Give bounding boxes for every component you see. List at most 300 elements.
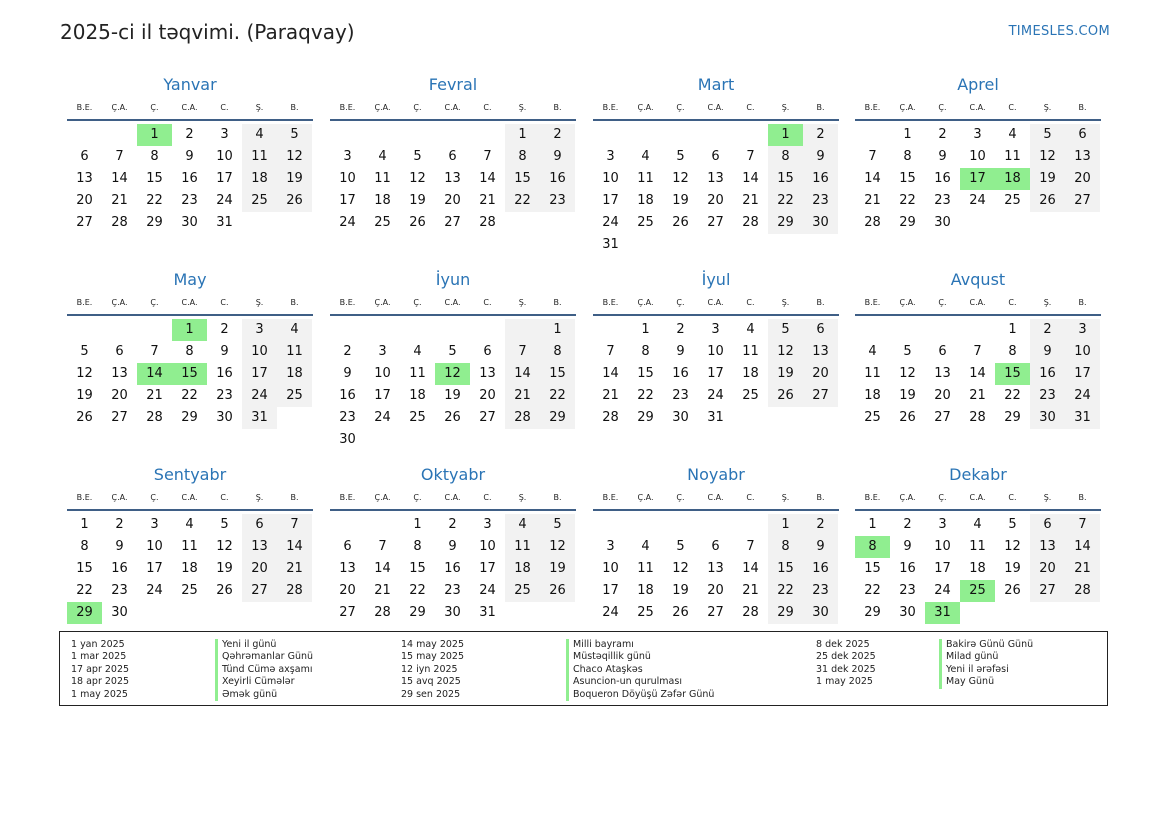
day-cell[interactable]: 25 — [409, 410, 426, 425]
day-cell[interactable]: 14 — [742, 561, 759, 576]
day-cell[interactable]: 11 — [242, 146, 277, 168]
day-cell[interactable]: 1 — [540, 319, 575, 341]
day-cell[interactable]: 28 — [111, 215, 128, 230]
day-cell[interactable]: 11 — [181, 539, 198, 554]
day-cell[interactable]: 16 — [216, 366, 233, 381]
day-cell[interactable]: 22 — [505, 190, 540, 212]
day-cell[interactable]: 5 — [1008, 517, 1017, 532]
day-cell[interactable]: 17 — [374, 388, 391, 403]
day-cell[interactable]: 13 — [707, 171, 724, 186]
day-cell[interactable]: 15 — [768, 168, 803, 190]
day-cell[interactable]: 1 — [172, 319, 207, 341]
day-cell[interactable]: 23 — [934, 193, 951, 208]
day-cell[interactable]: 3 — [483, 517, 492, 532]
day-cell[interactable]: 28 — [864, 215, 881, 230]
day-cell[interactable]: 17 — [707, 366, 724, 381]
day-cell[interactable]: 27 — [1030, 580, 1065, 602]
day-cell[interactable]: 9 — [540, 146, 575, 168]
day-cell[interactable]: 26 — [216, 583, 233, 598]
day-cell[interactable]: 13 — [76, 171, 93, 186]
day-cell[interactable]: 15 — [637, 366, 654, 381]
day-cell[interactable]: 23 — [181, 193, 198, 208]
day-cell[interactable]: 28 — [1065, 580, 1100, 602]
day-cell[interactable]: 5 — [1030, 124, 1065, 146]
day-cell[interactable]: 30 — [899, 605, 916, 620]
day-cell[interactable]: 26 — [409, 215, 426, 230]
day-cell[interactable]: 11 — [277, 341, 312, 363]
day-cell[interactable]: 27 — [76, 215, 93, 230]
day-cell[interactable]: 24 — [602, 215, 619, 230]
day-cell[interactable]: 26 — [277, 190, 312, 212]
day-cell[interactable]: 6 — [1065, 124, 1100, 146]
day-cell[interactable]: 18 — [242, 168, 277, 190]
day-cell[interactable]: 17 — [602, 583, 619, 598]
day-cell[interactable]: 20 — [1065, 168, 1100, 190]
day-cell[interactable]: 26 — [540, 580, 575, 602]
day-cell[interactable]: 12 — [409, 171, 426, 186]
day-cell[interactable]: 24 — [242, 385, 277, 407]
day-cell[interactable]: 22 — [181, 388, 198, 403]
day-cell[interactable]: 21 — [111, 193, 128, 208]
day-cell[interactable]: 17 — [934, 561, 951, 576]
day-cell[interactable]: 8 — [855, 536, 890, 558]
day-cell[interactable]: 1 — [768, 124, 803, 146]
day-cell[interactable]: 9 — [803, 146, 838, 168]
day-cell[interactable]: 1 — [80, 517, 89, 532]
day-cell[interactable]: 16 — [672, 366, 689, 381]
day-cell[interactable]: 5 — [277, 124, 312, 146]
day-cell[interactable]: 18 — [995, 168, 1030, 190]
day-cell[interactable]: 11 — [637, 171, 654, 186]
day-cell[interactable]: 20 — [707, 583, 724, 598]
day-cell[interactable]: 21 — [1065, 558, 1100, 580]
day-cell[interactable]: 18 — [374, 193, 391, 208]
day-cell[interactable]: 9 — [676, 344, 685, 359]
day-cell[interactable]: 18 — [637, 193, 654, 208]
day-cell[interactable]: 6 — [711, 149, 720, 164]
day-cell[interactable]: 2 — [185, 127, 194, 142]
day-cell[interactable]: 24 — [339, 215, 356, 230]
day-cell[interactable]: 24 — [1065, 385, 1100, 407]
day-cell[interactable]: 22 — [146, 193, 163, 208]
day-cell[interactable]: 3 — [378, 344, 387, 359]
day-cell[interactable]: 28 — [505, 407, 540, 429]
day-cell[interactable]: 26 — [444, 410, 461, 425]
day-cell[interactable]: 29 — [540, 407, 575, 429]
day-cell[interactable]: 8 — [903, 149, 912, 164]
day-cell[interactable]: 28 — [479, 215, 496, 230]
day-cell[interactable]: 3 — [938, 517, 947, 532]
day-cell[interactable]: 21 — [505, 385, 540, 407]
day-cell[interactable]: 30 — [444, 605, 461, 620]
day-cell[interactable]: 16 — [803, 558, 838, 580]
day-cell[interactable]: 19 — [1030, 168, 1065, 190]
day-cell[interactable]: 22 — [409, 583, 426, 598]
day-cell[interactable]: 10 — [479, 539, 496, 554]
day-cell[interactable]: 15 — [995, 363, 1030, 385]
day-cell[interactable]: 2 — [115, 517, 124, 532]
day-cell[interactable]: 2 — [540, 124, 575, 146]
day-cell[interactable]: 21 — [864, 193, 881, 208]
day-cell[interactable]: 2 — [220, 322, 229, 337]
day-cell[interactable]: 26 — [672, 605, 689, 620]
day-cell[interactable]: 25 — [637, 215, 654, 230]
day-cell[interactable]: 23 — [540, 190, 575, 212]
day-cell[interactable]: 31 — [242, 407, 277, 429]
day-cell[interactable]: 22 — [768, 190, 803, 212]
day-cell[interactable]: 3 — [220, 127, 229, 142]
day-cell[interactable]: 16 — [339, 388, 356, 403]
day-cell[interactable]: 20 — [76, 193, 93, 208]
day-cell[interactable]: 8 — [80, 539, 89, 554]
day-cell[interactable]: 3 — [606, 149, 615, 164]
day-cell[interactable]: 5 — [903, 344, 912, 359]
day-cell[interactable]: 8 — [768, 536, 803, 558]
day-cell[interactable]: 16 — [181, 171, 198, 186]
day-cell[interactable]: 12 — [216, 539, 233, 554]
day-cell[interactable]: 13 — [242, 536, 277, 558]
day-cell[interactable]: 6 — [938, 344, 947, 359]
day-cell[interactable]: 26 — [76, 410, 93, 425]
day-cell[interactable]: 12 — [435, 363, 470, 385]
day-cell[interactable]: 19 — [216, 561, 233, 576]
day-cell[interactable]: 15 — [172, 363, 207, 385]
day-cell[interactable]: 20 — [111, 388, 128, 403]
day-cell[interactable]: 23 — [672, 388, 689, 403]
day-cell[interactable]: 18 — [505, 558, 540, 580]
day-cell[interactable]: 23 — [803, 190, 838, 212]
day-cell[interactable]: 20 — [339, 583, 356, 598]
day-cell[interactable]: 18 — [409, 388, 426, 403]
day-cell[interactable]: 2 — [448, 517, 457, 532]
day-cell[interactable]: 4 — [277, 319, 312, 341]
day-cell[interactable]: 10 — [969, 149, 986, 164]
site-link[interactable]: TIMESLES.COM — [1008, 24, 1110, 39]
day-cell[interactable]: 14 — [111, 171, 128, 186]
day-cell[interactable]: 7 — [973, 344, 982, 359]
day-cell[interactable]: 22 — [864, 583, 881, 598]
day-cell[interactable]: 14 — [479, 171, 496, 186]
day-cell[interactable]: 7 — [606, 344, 615, 359]
day-cell[interactable]: 19 — [672, 583, 689, 598]
day-cell[interactable]: 31 — [216, 215, 233, 230]
day-cell[interactable]: 23 — [216, 388, 233, 403]
day-cell[interactable]: 23 — [803, 580, 838, 602]
day-cell[interactable]: 26 — [1030, 190, 1065, 212]
day-cell[interactable]: 14 — [742, 171, 759, 186]
day-cell[interactable]: 13 — [1065, 146, 1100, 168]
day-cell[interactable]: 21 — [146, 388, 163, 403]
day-cell[interactable]: 28 — [602, 410, 619, 425]
day-cell[interactable]: 25 — [181, 583, 198, 598]
day-cell[interactable]: 22 — [76, 583, 93, 598]
day-cell[interactable]: 20 — [1030, 558, 1065, 580]
day-cell[interactable]: 18 — [742, 366, 759, 381]
day-cell[interactable]: 2 — [803, 514, 838, 536]
day-cell[interactable]: 27 — [339, 605, 356, 620]
day-cell[interactable]: 10 — [602, 561, 619, 576]
day-cell[interactable]: 27 — [242, 580, 277, 602]
day-cell[interactable]: 9 — [220, 344, 229, 359]
day-cell[interactable]: 1 — [505, 124, 540, 146]
day-cell[interactable]: 13 — [479, 366, 496, 381]
day-cell[interactable]: 19 — [409, 193, 426, 208]
day-cell[interactable]: 20 — [444, 193, 461, 208]
day-cell[interactable]: 5 — [676, 149, 685, 164]
day-cell[interactable]: 29 — [409, 605, 426, 620]
day-cell[interactable]: 11 — [742, 344, 759, 359]
day-cell[interactable]: 29 — [637, 410, 654, 425]
day-cell[interactable]: 12 — [1030, 146, 1065, 168]
day-cell[interactable]: 21 — [742, 193, 759, 208]
day-cell[interactable]: 6 — [1030, 514, 1065, 536]
day-cell[interactable]: 12 — [768, 341, 803, 363]
day-cell[interactable]: 11 — [1004, 149, 1021, 164]
day-cell[interactable]: 17 — [339, 193, 356, 208]
day-cell[interactable]: 30 — [181, 215, 198, 230]
day-cell[interactable]: 4 — [242, 124, 277, 146]
day-cell[interactable]: 19 — [1004, 561, 1021, 576]
day-cell[interactable]: 26 — [768, 385, 803, 407]
day-cell[interactable]: 17 — [146, 561, 163, 576]
day-cell[interactable]: 16 — [111, 561, 128, 576]
day-cell[interactable]: 17 — [960, 168, 995, 190]
day-cell[interactable]: 31 — [602, 237, 619, 252]
day-cell[interactable]: 11 — [505, 536, 540, 558]
day-cell[interactable]: 10 — [146, 539, 163, 554]
day-cell[interactable]: 16 — [540, 168, 575, 190]
day-cell[interactable]: 3 — [711, 322, 720, 337]
day-cell[interactable]: 6 — [80, 149, 89, 164]
day-cell[interactable]: 9 — [903, 539, 912, 554]
day-cell[interactable]: 14 — [602, 366, 619, 381]
day-cell[interactable]: 2 — [676, 322, 685, 337]
day-cell[interactable]: 17 — [602, 193, 619, 208]
day-cell[interactable]: 8 — [413, 539, 422, 554]
day-cell[interactable]: 29 — [181, 410, 198, 425]
day-cell[interactable]: 13 — [111, 366, 128, 381]
day-cell[interactable]: 29 — [146, 215, 163, 230]
day-cell[interactable]: 16 — [444, 561, 461, 576]
day-cell[interactable]: 7 — [746, 539, 755, 554]
day-cell[interactable]: 18 — [969, 561, 986, 576]
day-cell[interactable]: 25 — [374, 215, 391, 230]
day-cell[interactable]: 26 — [899, 410, 916, 425]
day-cell[interactable]: 28 — [742, 215, 759, 230]
day-cell[interactable]: 9 — [185, 149, 194, 164]
day-cell[interactable]: 28 — [969, 410, 986, 425]
day-cell[interactable]: 4 — [973, 517, 982, 532]
day-cell[interactable]: 1 — [413, 517, 422, 532]
day-cell[interactable]: 25 — [637, 605, 654, 620]
day-cell[interactable]: 3 — [343, 149, 352, 164]
day-cell[interactable]: 9 — [115, 539, 124, 554]
day-cell[interactable]: 28 — [146, 410, 163, 425]
day-cell[interactable]: 27 — [707, 215, 724, 230]
day-cell[interactable]: 12 — [76, 366, 93, 381]
day-cell[interactable]: 28 — [374, 605, 391, 620]
day-cell[interactable]: 7 — [115, 149, 124, 164]
day-cell[interactable]: 1 — [1008, 322, 1017, 337]
day-cell[interactable]: 4 — [641, 539, 650, 554]
day-cell[interactable]: 1 — [641, 322, 650, 337]
day-cell[interactable]: 20 — [934, 388, 951, 403]
day-cell[interactable]: 25 — [277, 385, 312, 407]
day-cell[interactable]: 19 — [672, 193, 689, 208]
day-cell[interactable]: 13 — [934, 366, 951, 381]
day-cell[interactable]: 18 — [637, 583, 654, 598]
day-cell[interactable]: 2 — [343, 344, 352, 359]
day-cell[interactable]: 3 — [150, 517, 159, 532]
day-cell[interactable]: 17 — [1065, 363, 1100, 385]
day-cell[interactable]: 23 — [444, 583, 461, 598]
day-cell[interactable]: 9 — [1030, 341, 1065, 363]
day-cell[interactable]: 29 — [1004, 410, 1021, 425]
day-cell[interactable]: 7 — [868, 149, 877, 164]
day-cell[interactable]: 7 — [277, 514, 312, 536]
day-cell[interactable]: 7 — [746, 149, 755, 164]
day-cell[interactable]: 25 — [742, 388, 759, 403]
day-cell[interactable]: 8 — [1008, 344, 1017, 359]
day-cell[interactable]: 1 — [868, 517, 877, 532]
day-cell[interactable]: 8 — [185, 344, 194, 359]
day-cell[interactable]: 17 — [216, 171, 233, 186]
day-cell[interactable]: 4 — [1008, 127, 1017, 142]
day-cell[interactable]: 9 — [448, 539, 457, 554]
day-cell[interactable]: 12 — [899, 366, 916, 381]
day-cell[interactable]: 10 — [216, 149, 233, 164]
day-cell[interactable]: 11 — [409, 366, 426, 381]
day-cell[interactable]: 1 — [137, 124, 172, 146]
day-cell[interactable]: 7 — [1065, 514, 1100, 536]
day-cell[interactable]: 18 — [864, 388, 881, 403]
day-cell[interactable]: 20 — [479, 388, 496, 403]
day-cell[interactable]: 16 — [899, 561, 916, 576]
day-cell[interactable]: 27 — [479, 410, 496, 425]
day-cell[interactable]: 20 — [707, 193, 724, 208]
day-cell[interactable]: 12 — [672, 171, 689, 186]
day-cell[interactable]: 2 — [803, 124, 838, 146]
day-cell[interactable]: 5 — [540, 514, 575, 536]
day-cell[interactable]: 25 — [864, 410, 881, 425]
day-cell[interactable]: 18 — [277, 363, 312, 385]
day-cell[interactable]: 21 — [602, 388, 619, 403]
day-cell[interactable]: 9 — [343, 366, 352, 381]
day-cell[interactable]: 25 — [1004, 193, 1021, 208]
day-cell[interactable]: 12 — [277, 146, 312, 168]
day-cell[interactable]: 31 — [1065, 407, 1100, 429]
day-cell[interactable]: 14 — [374, 561, 391, 576]
day-cell[interactable]: 10 — [339, 171, 356, 186]
day-cell[interactable]: 23 — [111, 583, 128, 598]
day-cell[interactable]: 19 — [76, 388, 93, 403]
day-cell[interactable]: 23 — [1030, 385, 1065, 407]
day-cell[interactable]: 30 — [111, 605, 128, 620]
day-cell[interactable]: 25 — [505, 580, 540, 602]
day-cell[interactable]: 13 — [1030, 536, 1065, 558]
day-cell[interactable]: 27 — [111, 410, 128, 425]
day-cell[interactable]: 22 — [899, 193, 916, 208]
day-cell[interactable]: 15 — [146, 171, 163, 186]
day-cell[interactable]: 27 — [444, 215, 461, 230]
day-cell[interactable]: 29 — [899, 215, 916, 230]
day-cell[interactable]: 17 — [242, 363, 277, 385]
day-cell[interactable]: 5 — [413, 149, 422, 164]
day-cell[interactable]: 10 — [707, 344, 724, 359]
day-cell[interactable]: 19 — [444, 388, 461, 403]
day-cell[interactable]: 5 — [80, 344, 89, 359]
day-cell[interactable]: 24 — [374, 410, 391, 425]
day-cell[interactable]: 15 — [505, 168, 540, 190]
day-cell[interactable]: 19 — [899, 388, 916, 403]
day-cell[interactable]: 24 — [969, 193, 986, 208]
day-cell[interactable]: 15 — [768, 558, 803, 580]
day-cell[interactable]: 26 — [672, 215, 689, 230]
day-cell[interactable]: 22 — [1004, 388, 1021, 403]
day-cell[interactable]: 30 — [672, 410, 689, 425]
day-cell[interactable]: 27 — [803, 385, 838, 407]
day-cell[interactable]: 4 — [185, 517, 194, 532]
day-cell[interactable]: 24 — [707, 388, 724, 403]
day-cell[interactable]: 3 — [973, 127, 982, 142]
day-cell[interactable]: 6 — [115, 344, 124, 359]
day-cell[interactable]: 22 — [540, 385, 575, 407]
day-cell[interactable]: 3 — [1065, 319, 1100, 341]
day-cell[interactable]: 8 — [540, 341, 575, 363]
day-cell[interactable]: 3 — [242, 319, 277, 341]
day-cell[interactable]: 29 — [768, 602, 803, 624]
day-cell[interactable]: 5 — [676, 539, 685, 554]
day-cell[interactable]: 4 — [746, 322, 755, 337]
day-cell[interactable]: 15 — [899, 171, 916, 186]
day-cell[interactable]: 10 — [242, 341, 277, 363]
day-cell[interactable]: 16 — [803, 168, 838, 190]
day-cell[interactable]: 22 — [768, 580, 803, 602]
day-cell[interactable]: 24 — [216, 193, 233, 208]
day-cell[interactable]: 29 — [864, 605, 881, 620]
day-cell[interactable]: 7 — [150, 344, 159, 359]
day-cell[interactable]: 8 — [505, 146, 540, 168]
day-cell[interactable]: 7 — [378, 539, 387, 554]
day-cell[interactable]: 15 — [409, 561, 426, 576]
day-cell[interactable]: 2 — [903, 517, 912, 532]
day-cell[interactable]: 2 — [1030, 319, 1065, 341]
day-cell[interactable]: 6 — [343, 539, 352, 554]
day-cell[interactable]: 22 — [637, 388, 654, 403]
day-cell[interactable]: 6 — [242, 514, 277, 536]
day-cell[interactable]: 5 — [768, 319, 803, 341]
day-cell[interactable]: 27 — [1065, 190, 1100, 212]
day-cell[interactable]: 31 — [925, 602, 960, 624]
day-cell[interactable]: 11 — [864, 366, 881, 381]
day-cell[interactable]: 4 — [641, 149, 650, 164]
day-cell[interactable]: 17 — [479, 561, 496, 576]
day-cell[interactable]: 29 — [768, 212, 803, 234]
day-cell[interactable]: 6 — [483, 344, 492, 359]
day-cell[interactable]: 1 — [903, 127, 912, 142]
day-cell[interactable]: 28 — [742, 605, 759, 620]
day-cell[interactable]: 3 — [606, 539, 615, 554]
day-cell[interactable]: 26 — [1004, 583, 1021, 598]
day-cell[interactable]: 13 — [339, 561, 356, 576]
day-cell[interactable]: 24 — [146, 583, 163, 598]
day-cell[interactable]: 4 — [413, 344, 422, 359]
day-cell[interactable]: 12 — [540, 536, 575, 558]
day-cell[interactable]: 30 — [216, 410, 233, 425]
day-cell[interactable]: 30 — [1030, 407, 1065, 429]
day-cell[interactable]: 12 — [672, 561, 689, 576]
day-cell[interactable]: 27 — [707, 605, 724, 620]
